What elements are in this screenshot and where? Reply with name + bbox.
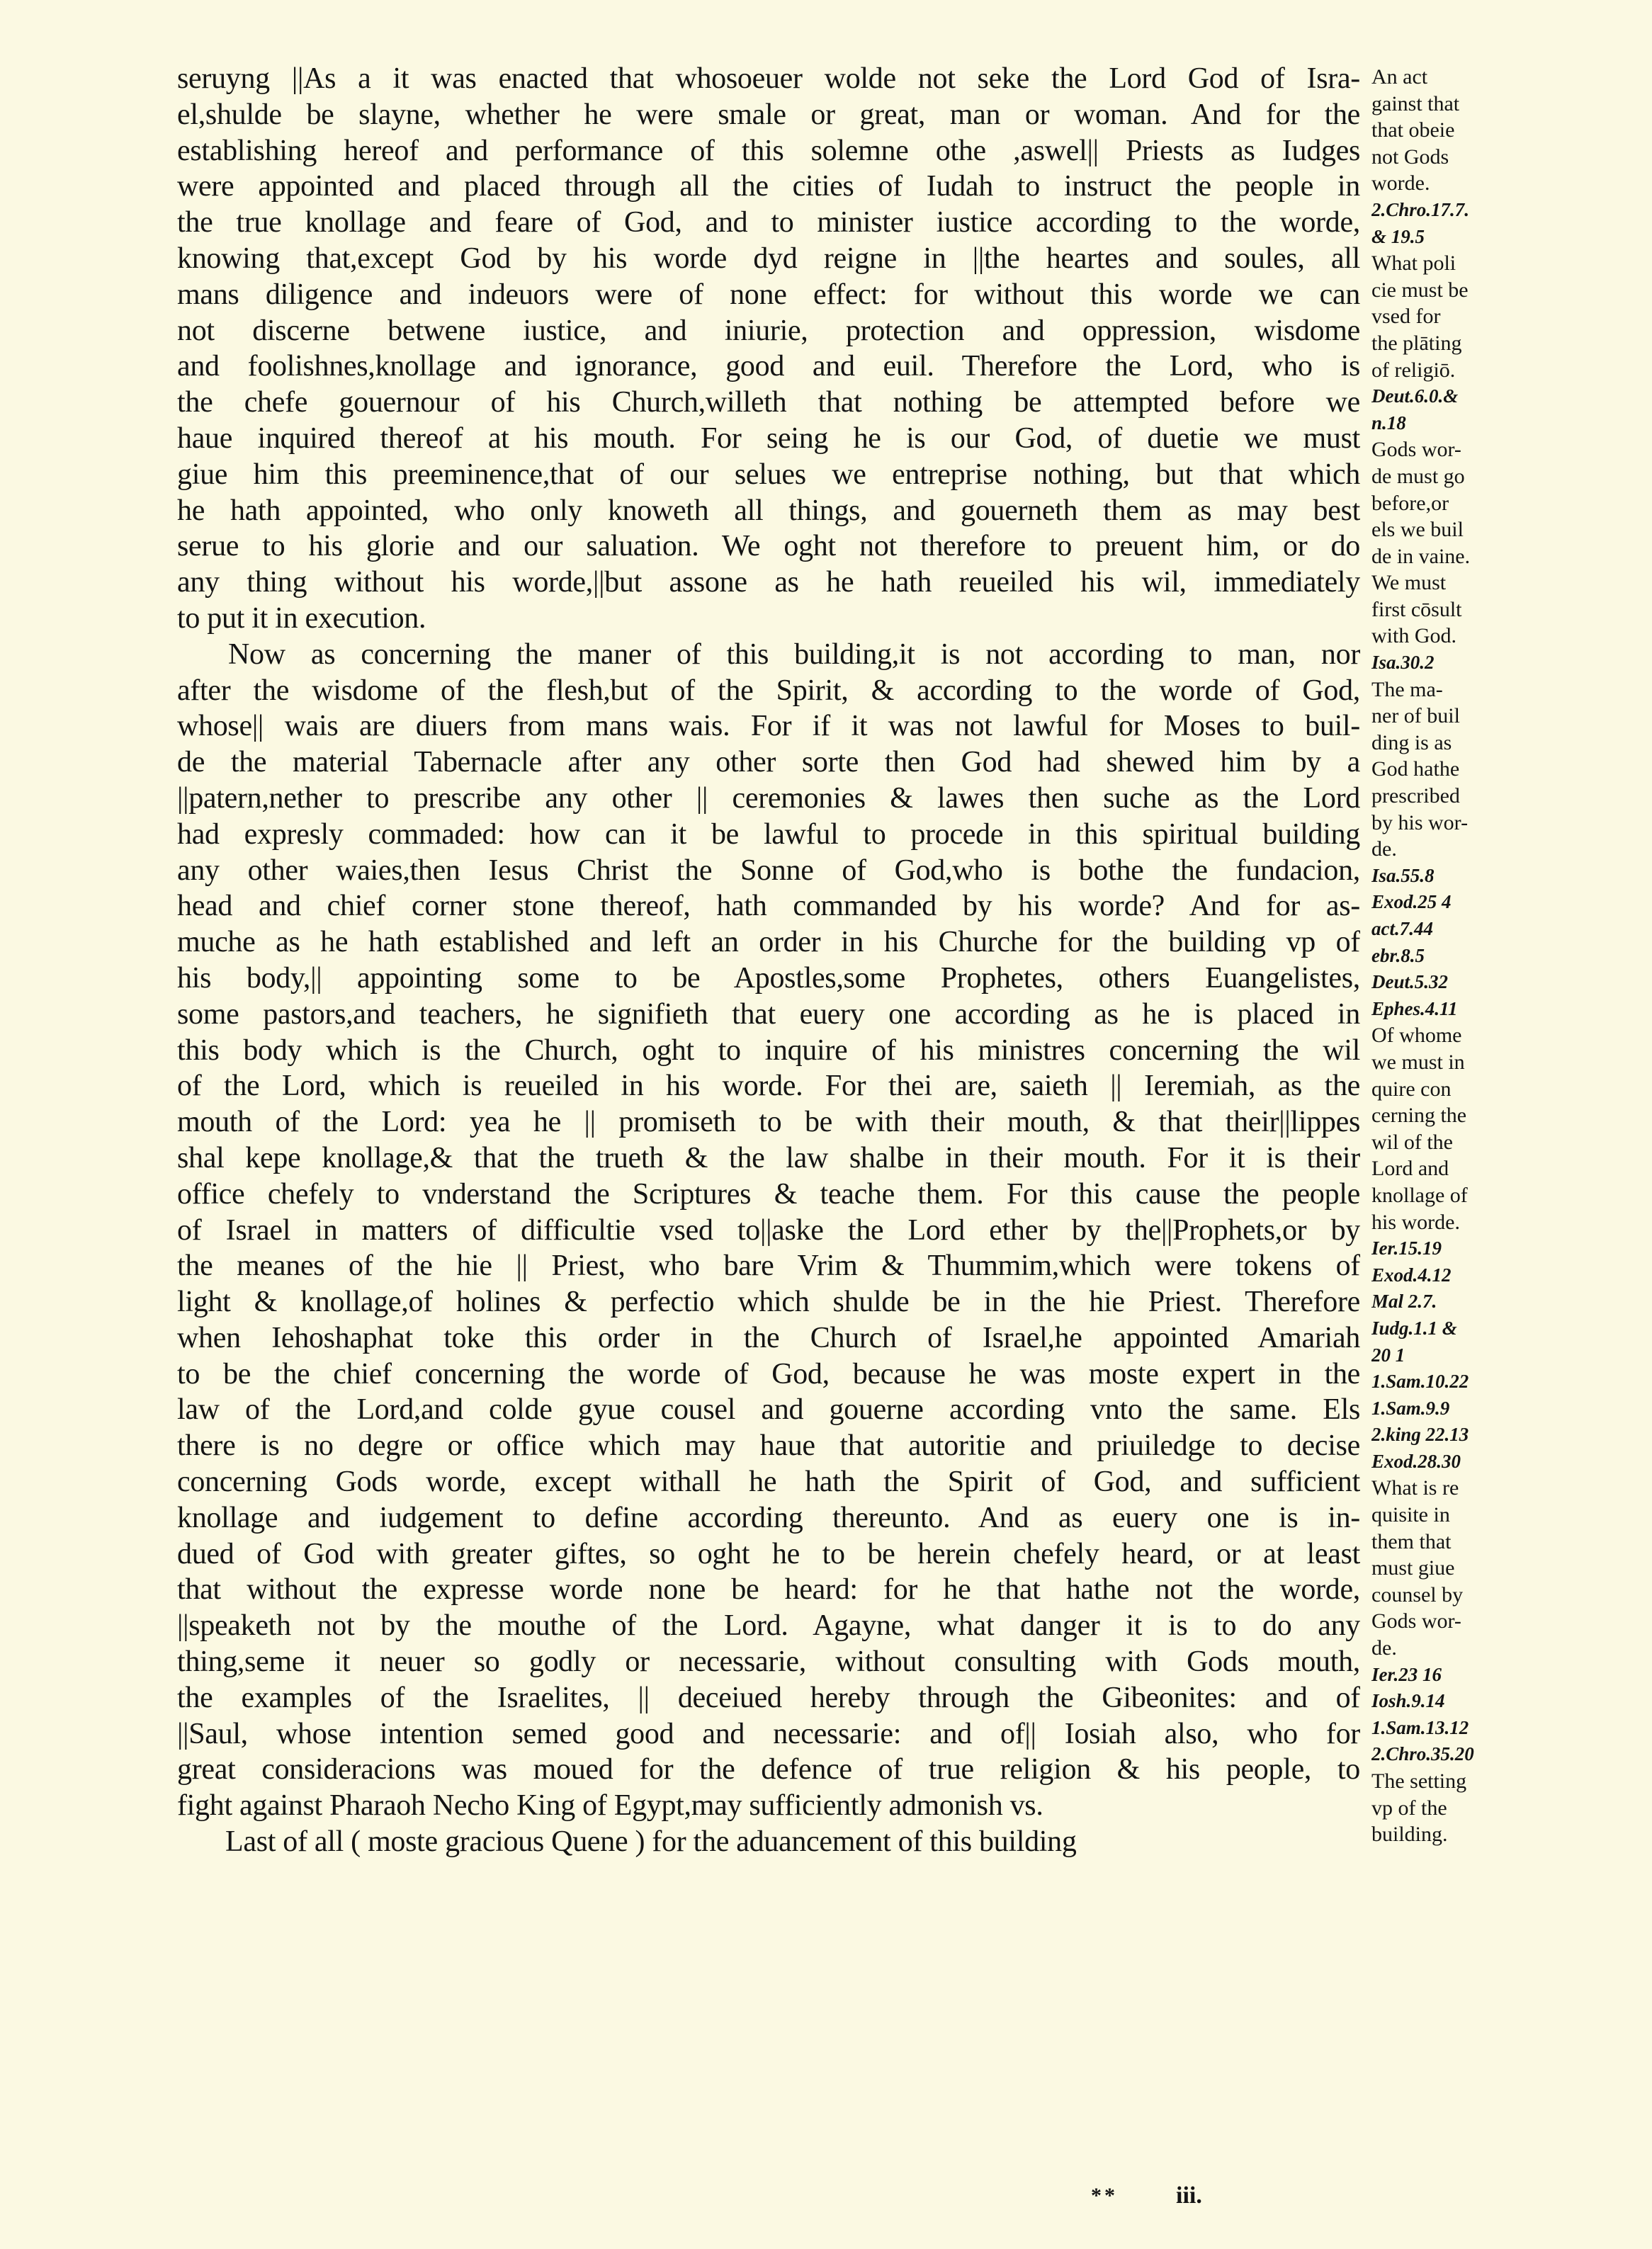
body-text-column [177, 61, 1360, 1860]
body-text-line: and foolishnes,knollage and ignorance, good and euil. Therefore the Lord, who is [177, 350, 1360, 383]
body-text-line: that without the expresse worde none be heard: for he that hathe not the worde, [177, 1573, 1360, 1607]
body-text-line: ||speaketh not by the mouthe of the Lord. Agayne, what danger it is to do any [177, 1609, 1360, 1643]
margin-note: gainst that [1371, 91, 1460, 115]
body-text-line: the examples of the Israelites, || deceiued hereby through the Gibeonites: and of [177, 1681, 1360, 1714]
body-text-line: any other waies,then Iesus Christ the Sonne of God,who is bothe the fundacion, [177, 854, 1360, 887]
margin-note: counsel by [1371, 1582, 1464, 1607]
margin-note: before,or [1371, 491, 1449, 515]
body-text-line: shal kepe knollage,& that the trueth & the law shalbe in their mouth. For it is their [177, 1141, 1360, 1174]
margin-reference: 20 1 [1371, 1344, 1405, 1366]
margin-reference: Ier.15.19 [1371, 1237, 1442, 1259]
body-text-line: concerning Gods worde, except withall he hath the Spirit of God, and sufficient [177, 1466, 1360, 1499]
margin-reference: n.18 [1371, 412, 1406, 434]
body-text-line: this body which is the Church, oght to inquire of his ministres concerning the wil [177, 1033, 1360, 1067]
margin-note: God hathe [1371, 757, 1460, 781]
page-number: iii. [1176, 2182, 1202, 2209]
body-text-line: ||patern,nether to prescribe any other || ceremonies & lawes then suche as the Lord [177, 781, 1360, 815]
body-text-line: great consideracions was moued for the defence of true religion & his people, to [177, 1753, 1360, 1786]
margin-reference: 2.king 22.13 [1371, 1424, 1469, 1446]
margin-reference: Exod.25 4 [1371, 891, 1452, 913]
margin-reference: Mal 2.7. [1371, 1291, 1437, 1313]
margin-note: his worde. [1371, 1210, 1460, 1234]
body-text-line: serue to his glorie and our saluation. We oght not therefore to preuent him, or do [177, 530, 1360, 563]
margin-note: cerning the [1371, 1104, 1467, 1128]
body-text-line: to put it in execution. [177, 601, 426, 635]
margin-note: of religiō. [1371, 358, 1456, 382]
body-text-line: he hath appointed, who only knoweth all things, and gouerneth them as may best [177, 494, 1360, 527]
margin-note: prescribed [1371, 784, 1460, 808]
margin-reference: 2.Chro.35.20 [1371, 1743, 1474, 1765]
body-text-line: giue him this preeminence,that of our selues we entreprise nothing, but that which [177, 458, 1360, 491]
body-text-line: to be the chief concerning the worde of God, because he was moste expert in the [177, 1357, 1360, 1390]
margin-reference: Isa.55.8 [1371, 864, 1435, 886]
margin-note: Lord and [1371, 1157, 1449, 1181]
body-text-line: muche as he hath established and left an order in his Churche for the building vp of [177, 926, 1360, 959]
margin-notes-column [1371, 64, 1513, 1848]
margin-reference: act.7.44 [1371, 918, 1433, 939]
body-text-line: Last of all ( moste gracious Quene ) for the aduancement of this building [225, 1825, 1077, 1859]
body-text-line: whose|| wais are diuers from mans wais. For if it was not lawful for Moses to buil- [177, 710, 1360, 743]
body-text-line: the meanes of the hie || Priest, who bare Vrim & Thummim,which were tokens of [177, 1250, 1360, 1283]
margin-note: by his wor- [1371, 810, 1469, 834]
body-text-line: ||Saul, whose intention semed good and necessarie: and of|| Iosiah also, who for [177, 1717, 1360, 1750]
margin-note: What is re [1371, 1476, 1459, 1500]
body-text-line: seruyng ||As a it was enacted that whosoeuer wolde not seke the Lord God of Isra- [177, 62, 1360, 95]
margin-reference: 1.Sam.10.22 [1371, 1371, 1469, 1393]
body-text-line: were appointed and placed through all the cities of Iudah to instruct the people in [177, 170, 1360, 203]
margin-reference: Ephes.4.11 [1371, 997, 1458, 1019]
margin-note: not Gods [1371, 145, 1449, 169]
body-text-line: el,shulde be slayne, whether he were smale or great, man or woman. And for the [177, 98, 1360, 131]
margin-reference: Exod.4.12 [1371, 1264, 1452, 1286]
margin-note: must giue [1371, 1556, 1455, 1580]
margin-note: with God. [1371, 624, 1456, 648]
margin-note: quire con [1371, 1077, 1452, 1101]
body-text-line: thing,seme it neuer so godly or necessarie, without consulting with Gods mouth, [177, 1645, 1360, 1679]
signature-mark: ** [1091, 2184, 1118, 2207]
body-text-line: knowing that,except God by his worde dyd reigne in ||the heartes and soules, all [177, 242, 1360, 275]
margin-note: that obeie [1371, 118, 1455, 142]
margin-reference: & 19.5 [1371, 225, 1425, 247]
body-text-line: Now as concerning the maner of this building,it is not according to man, nor [228, 638, 1360, 671]
margin-note: quisite in [1371, 1503, 1450, 1527]
body-text-line: fight against Pharaoh Necho King of Egypt,may sufficiently admonish vs. [177, 1789, 1043, 1823]
margin-reference: Isa.30.2 [1371, 652, 1435, 674]
body-text-line: light & knollage,of holines & perfectio which shulde be in the hie Priest. Therefore [177, 1286, 1360, 1319]
margin-note: Gods wor- [1371, 1609, 1461, 1633]
margin-note: de must go [1371, 464, 1465, 488]
margin-note: vp of the [1371, 1796, 1447, 1820]
margin-note: The ma- [1371, 677, 1443, 701]
margin-note: wil of the [1371, 1130, 1453, 1154]
body-text-line: dued of God with greater giftes, so oght he to be herein chefely heard, or at least [177, 1537, 1360, 1570]
margin-note: the plāting [1371, 331, 1462, 355]
body-text-line: any thing without his worde,||but assone as he hath reueiled his wil, immediately [177, 566, 1360, 599]
margin-note: Of whome [1371, 1024, 1462, 1048]
body-text-line: mouth of the Lord: yea he || promiseth to be with their mouth, & that their||lippes [177, 1106, 1360, 1139]
margin-reference: Iudg.1.1 & [1371, 1317, 1457, 1339]
margin-note: An act [1371, 65, 1428, 89]
margin-reference: 1.Sam.13.12 [1371, 1716, 1469, 1738]
body-text-line: after the wisdome of the flesh,but of the Spirit, & according to the worde of God, [177, 674, 1360, 707]
margin-note: worde. [1371, 171, 1430, 196]
margin-note: vsed for [1371, 305, 1441, 329]
body-text-line: of the Lord, which is reueiled in his worde. For thei are, saieth || Ieremiah, as the [177, 1070, 1360, 1103]
page-footer [1091, 2175, 1233, 2217]
margin-reference: Deut.5.32 [1371, 971, 1448, 993]
body-text-line: the chefe gouernour of his Church,willeth that nothing be attempted before we [177, 386, 1360, 419]
margin-note: ding is as [1371, 730, 1452, 754]
body-text-line: some pastors,and teachers, he signifieth that euery one according as he is placed in [177, 997, 1360, 1031]
margin-note: What poli [1371, 251, 1456, 276]
margin-reference: 1.Sam.9.9 [1371, 1397, 1450, 1419]
body-text-line: the true knollage and feare of God, and to minister iustice according to the worde, [177, 206, 1360, 239]
margin-reference: ebr.8.5 [1371, 944, 1425, 966]
body-text-line: when Iehoshaphat toke this order in the Church of Israel,he appointed Amariah [177, 1321, 1360, 1354]
margin-reference: 2.Chro.17.7. [1371, 198, 1470, 220]
margin-reference: Ier.23 16 [1371, 1663, 1442, 1685]
margin-note: cie must be [1371, 278, 1469, 302]
body-text-line: head and chief corner stone thereof, hath commanded by his worde? And for as- [177, 890, 1360, 923]
margin-note: els we buil [1371, 518, 1464, 542]
body-text-line: office chefely to vnderstand the Scriptures & teache them. For this cause the people [177, 1177, 1360, 1211]
margin-reference: Deut.6.0.& [1371, 385, 1459, 407]
body-text-line: his body,|| appointing some to be Apostles,some Prophetes, others Euangelistes, [177, 961, 1360, 995]
body-text-line: knollage and iudgement to define according thereunto. And as euery one is in- [177, 1501, 1360, 1534]
margin-reference: Iosh.9.14 [1371, 1690, 1445, 1712]
margin-note: we must in [1371, 1050, 1465, 1074]
margin-reference: Exod.28.30 [1371, 1450, 1461, 1472]
margin-note: ner of buil [1371, 704, 1460, 728]
body-text-line: haue inquired thereof at his mouth. For seing he is our God, of duetie we must [177, 421, 1360, 455]
margin-note: de. [1371, 837, 1397, 861]
body-text-line: de the material Tabernacle after any other sorte then God had shewed him by a [177, 746, 1360, 779]
margin-note: first cōsult [1371, 597, 1462, 621]
margin-note: knollage of [1371, 1183, 1468, 1207]
margin-note: Gods wor- [1371, 438, 1461, 462]
margin-note: The setting [1371, 1769, 1467, 1793]
body-text-line: there is no degre or office which may haue that autoritie and priuiledge to decise [177, 1429, 1360, 1463]
body-text-line: not discerne betwene iustice, and iniurie, protection and oppression, wisdome [177, 314, 1360, 347]
margin-note: de. [1371, 1636, 1397, 1660]
margin-note: de in vaine. [1371, 544, 1471, 568]
margin-note: building. [1371, 1823, 1448, 1847]
body-text-line: had expresly commaded: how can it be lawful to procede in this spiritual building [177, 817, 1360, 851]
body-text-line: establishing hereof and performance of this solemne othe ,aswel|| Priests as Iudges [177, 134, 1360, 167]
margin-note: them that [1371, 1529, 1452, 1553]
body-text-line: of Israel in matters of difficultie vsed to||aske the Lord ether by the||Prophets,or by [177, 1213, 1360, 1247]
margin-note: We must [1371, 571, 1447, 595]
body-text-line: mans diligence and indeuors were of none effect: for without this worde we can [177, 278, 1360, 311]
body-text-line: law of the Lord,and colde gyue cousel and gouerne according vnto the same. Els [177, 1393, 1360, 1427]
